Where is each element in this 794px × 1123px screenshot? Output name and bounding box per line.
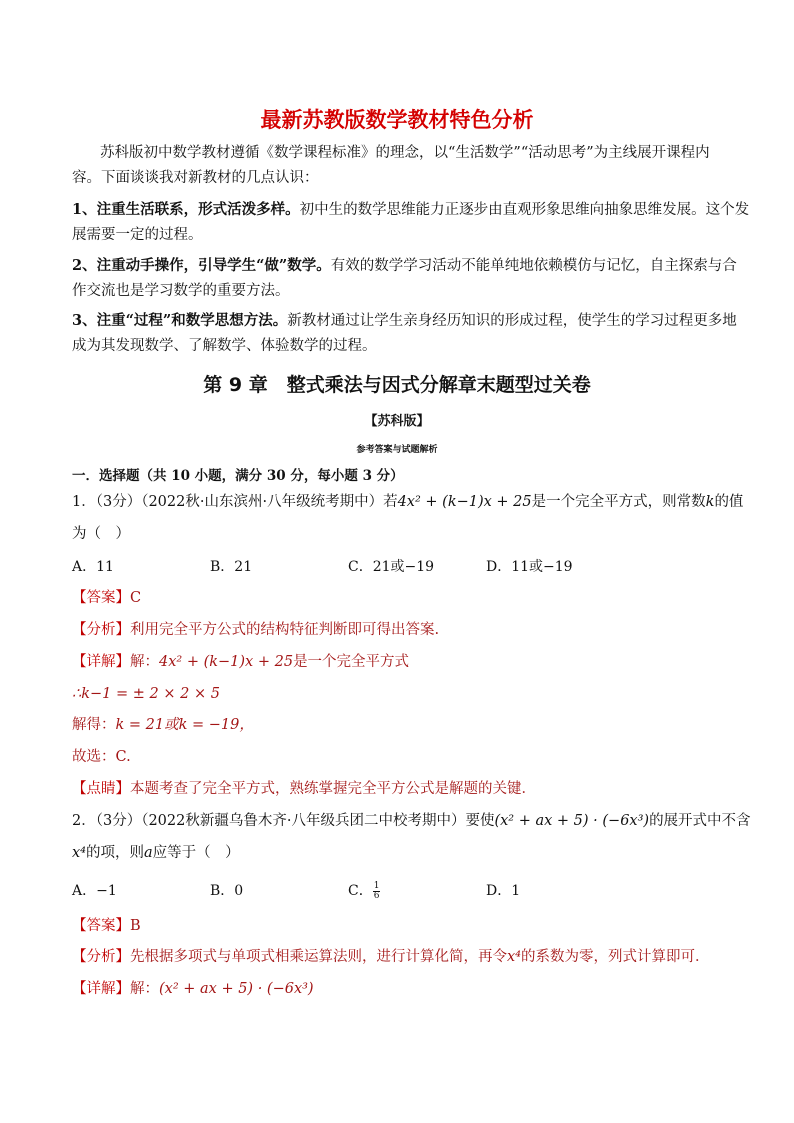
point-1-cont: 展需要一定的过程。 bbox=[72, 227, 203, 243]
q1-detail-expression: 4x² + (k−1)x + 25 bbox=[159, 654, 294, 670]
q2-option-c-denominator: 6 bbox=[373, 890, 380, 901]
q2-detail-prefix: 解： bbox=[130, 981, 159, 997]
q1-suffix2: 的值 bbox=[714, 494, 744, 510]
q1-option-a: A．11 bbox=[72, 559, 114, 575]
q2-analysis bbox=[72, 947, 724, 967]
q2-stem bbox=[72, 811, 751, 831]
point-2-cont: 作交流也是学习数学的重要方法。 bbox=[72, 283, 290, 299]
q1-stem-line-2: 为（ ） bbox=[72, 526, 130, 542]
q1-comment bbox=[72, 779, 724, 799]
point-1 bbox=[72, 200, 750, 220]
q2-answer bbox=[72, 916, 724, 936]
section-heading: 一．选择题（共 10 小题，满分 30 分，每小题 3 分） bbox=[72, 468, 404, 484]
q1-detail-prefix: 解： bbox=[130, 654, 159, 670]
q1-step-2 bbox=[72, 715, 724, 735]
q2-analysis-suffix: 的系数为零，列式计算即可． bbox=[521, 949, 710, 965]
point-2 bbox=[72, 256, 737, 276]
q2-analysis-expression: x⁴ bbox=[507, 949, 521, 965]
q1-analysis bbox=[72, 620, 724, 640]
q1-step-2-expression: k = 21或k = −19， bbox=[115, 717, 254, 733]
q2-line2-end: 应等于（ ） bbox=[152, 845, 240, 861]
q2-line2-expression: x⁴ bbox=[72, 845, 86, 861]
q1-suffix: 是一个完全平方式，则常数 bbox=[531, 494, 706, 510]
intro-line-2: 容。下面谈谈我对新教材的几点认识： bbox=[72, 170, 319, 186]
q1-stem bbox=[72, 492, 744, 512]
q2-detail-label: 【详解】 bbox=[72, 981, 130, 997]
q2-option-c bbox=[348, 880, 380, 901]
point-1-text: 初中生的数学思维能力正逐步由直观形象思维向抽象思维发展。这个发 bbox=[299, 202, 750, 218]
page-title: 最新苏教版数学教材特色分析 bbox=[260, 108, 534, 132]
q2-answer-label: 【答案】 bbox=[72, 918, 130, 934]
q1-comment-label: 【点睛】 bbox=[72, 781, 130, 797]
point-3-bold: 3、注重“过程”和数学思想方法。 bbox=[72, 312, 288, 329]
q1-expression: 4x² + (k−1)x + 25 bbox=[397, 494, 532, 510]
q2-expression: (x² + ax + 5) · (−6x³) bbox=[494, 813, 650, 829]
q1-answer bbox=[72, 588, 724, 608]
q2-option-d: D．1 bbox=[486, 883, 521, 899]
point-3-cont: 成为其发现数学、了解数学、体验数学的过程。 bbox=[72, 338, 377, 354]
q2-suffix: 的展开式中不含 bbox=[649, 813, 751, 829]
reference-subtitle: 参考答案与试题解析 bbox=[356, 445, 438, 455]
point-3-text: 新教材通过让学生亲身经历知识的形成过程，使学生的学习过程更多地 bbox=[287, 313, 737, 329]
q2-line2-var: a bbox=[144, 845, 153, 861]
q2-analysis-prefix: 先根据多项式与单项式相乘运算法则，进行计算化简，再令 bbox=[130, 949, 507, 965]
q1-option-c: C．21或−19 bbox=[348, 559, 435, 575]
q1-analysis-text: 利用完全平方公式的结构特征判断即可得出答案. bbox=[130, 622, 440, 638]
q2-detail-expression: (x² + ax + 5) · (−6x³) bbox=[159, 981, 314, 997]
q1-answer-value: C bbox=[130, 590, 142, 606]
q1-analysis-label: 【分析】 bbox=[72, 622, 130, 638]
q1-answer-label: 【答案】 bbox=[72, 590, 130, 606]
q1-comment-text: 本题考查了完全平方式，熟练掌握完全平方公式是解题的关键． bbox=[130, 781, 536, 797]
point-2-bold: 2、注重动手操作，引导学生“做”数学。 bbox=[72, 257, 331, 274]
q1-detail-suffix: 是一个完全平方式 bbox=[293, 654, 410, 670]
q1-step-2-prefix: 解得： bbox=[72, 717, 116, 733]
q2-answer-value: B bbox=[130, 918, 141, 934]
q2-analysis-label: 【分析】 bbox=[72, 949, 130, 965]
q1-detail-label: 【详解】 bbox=[72, 654, 130, 670]
intro-line-1: 苏科版初中数学教材遵循《数学课程标准》的理念，以“生活数学”“活动思考”为主线展开课程内 bbox=[100, 145, 710, 161]
q1-prefix: 1．（3分）（2022秋·山东滨州·八年级统考期中）若 bbox=[72, 494, 398, 510]
q1-option-b: B．21 bbox=[210, 559, 253, 575]
point-3 bbox=[72, 311, 737, 331]
q1-detail bbox=[72, 652, 724, 672]
q2-option-a: A．−1 bbox=[72, 883, 117, 899]
q1-step-3: 故选：C. bbox=[72, 749, 131, 765]
q2-prefix: 2．（3分）（2022秋新疆乌鲁木齐·八年级兵团二中校考期中）要使 bbox=[72, 813, 495, 829]
q1-var: k bbox=[705, 494, 715, 510]
q2-line2-suffix: 的项，则 bbox=[86, 845, 144, 861]
q2-option-c-fraction bbox=[373, 882, 381, 901]
q2-option-c-numerator: 1 bbox=[373, 880, 380, 891]
q1-step-1: ∴k−1 = ± 2 × 2 × 5 bbox=[72, 686, 220, 702]
q2-option-b: B．0 bbox=[210, 883, 244, 899]
q2-stem-line-2 bbox=[72, 843, 724, 863]
edition-label: 【苏科版】 bbox=[364, 414, 430, 429]
q2-option-c-label: C． bbox=[348, 883, 373, 899]
chapter-title: 第 9 章 整式乘法与因式分解章末题型过关卷 bbox=[203, 374, 591, 396]
q2-detail bbox=[72, 979, 724, 999]
q1-option-d: D．11或−19 bbox=[486, 559, 573, 575]
point-1-bold: 1、注重生活联系，形式活泼多样。 bbox=[72, 201, 300, 218]
point-2-text: 有效的数学学习活动不能单纯地依赖模仿与记忆，自主探索与合 bbox=[330, 258, 737, 274]
